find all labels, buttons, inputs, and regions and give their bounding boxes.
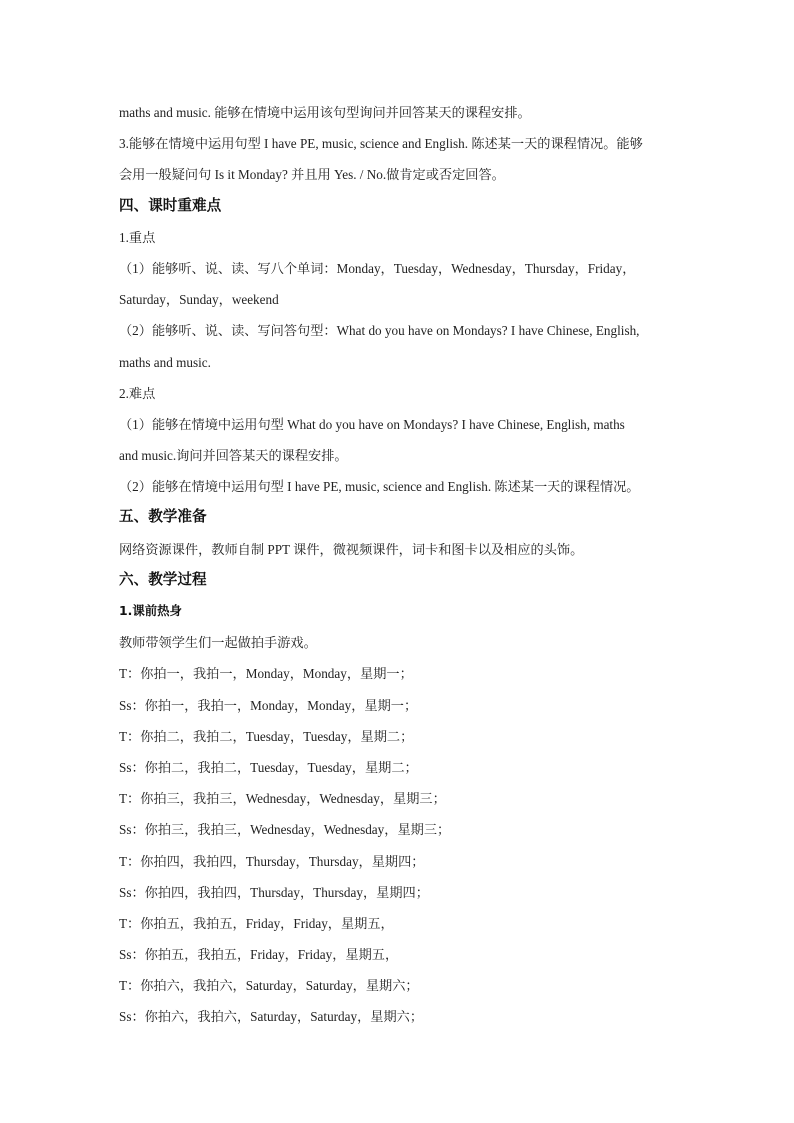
key-point-line: （2）能够听、说、读、写问答句型：What do you have on Mondays? I have Chinese, English, bbox=[119, 323, 640, 339]
dialogue-line-students: Ss：你拍五，我拍五，Friday，Friday，星期五， bbox=[119, 947, 399, 963]
dialogue-line-teacher: T：你拍五，我拍五，Friday，Friday，星期五， bbox=[119, 915, 394, 931]
difficulty-line: （2）能够在情境中运用句型 I have PE, music, science and English. 陈述某一天的课程情况。 bbox=[119, 479, 640, 495]
section-heading-key-points: 四、课时重难点 bbox=[119, 196, 222, 214]
section-heading-preparation: 五、教学准备 bbox=[119, 508, 207, 526]
section-heading-process: 六、教学过程 bbox=[119, 570, 207, 588]
dialogue-line-students: Ss：你拍四，我拍四，Thursday，Thursday，星期四； bbox=[119, 884, 429, 900]
dialogue-line-students: Ss：你拍六，我拍六，Saturday，Saturday，星期六； bbox=[119, 1009, 424, 1025]
subsection-label: 1.重点 bbox=[119, 229, 156, 245]
dialogue-line-students: Ss：你拍一，我拍一，Monday，Monday，星期一； bbox=[119, 697, 418, 713]
objective-line: 会用一般疑问句 Is it Monday? 并且用 Yes. / No.做肯定或否定回答。 bbox=[119, 167, 505, 183]
dialogue-line-students: Ss：你拍二，我拍二，Tuesday，Tuesday，星期二； bbox=[119, 759, 418, 775]
key-point-line: Saturday，Sunday，weekend bbox=[119, 292, 279, 308]
objective-line: maths and music. 能够在情境中运用该句型询问并回答某天的课程安排。 bbox=[119, 105, 531, 120]
difficulty-line: （1）能够在情境中运用句型 What do you have on Mondays? I have Chinese, English, maths bbox=[119, 416, 625, 432]
dialogue-line-students: Ss：你拍三，我拍三，Wednesday，Wednesday，星期三； bbox=[119, 822, 451, 838]
process-line: 教师带领学生们一起做拍手游戏。 bbox=[119, 635, 317, 651]
subsection-label: 2.难点 bbox=[119, 385, 156, 401]
dialogue-line-teacher: T：你拍二，我拍二，Tuesday，Tuesday，星期二； bbox=[119, 728, 414, 744]
dialogue-line-teacher: T：你拍三，我拍三，Wednesday，Wednesday，星期三； bbox=[119, 791, 446, 807]
step-heading-warm-up: 1.课前热身 bbox=[119, 603, 182, 618]
key-point-line: （1）能够听、说、读、写八个单词：Monday，Tuesday，Wednesday，Thursday，Friday， bbox=[119, 260, 636, 276]
dialogue-line-teacher: T：你拍六，我拍六，Saturday，Saturday，星期六； bbox=[119, 978, 419, 994]
difficulty-line: and music.询问并回答某天的课程安排。 bbox=[119, 448, 348, 464]
preparation-line: 网络资源课件，教师自制 PPT 课件，微视频课件，词卡和图卡以及相应的头饰。 bbox=[119, 541, 584, 557]
document-body bbox=[119, 102, 679, 1038]
objective-line: 3.能够在情境中运用句型 I have PE, music, science and English. 陈述某一天的课程情况。能够 bbox=[119, 136, 643, 152]
dialogue-line-teacher: T：你拍四，我拍四，Thursday，Thursday，星期四； bbox=[119, 853, 425, 869]
dialogue-line-teacher: T：你拍一，我拍一，Monday，Monday，星期一； bbox=[119, 666, 413, 682]
key-point-line: maths and music. bbox=[119, 354, 211, 370]
